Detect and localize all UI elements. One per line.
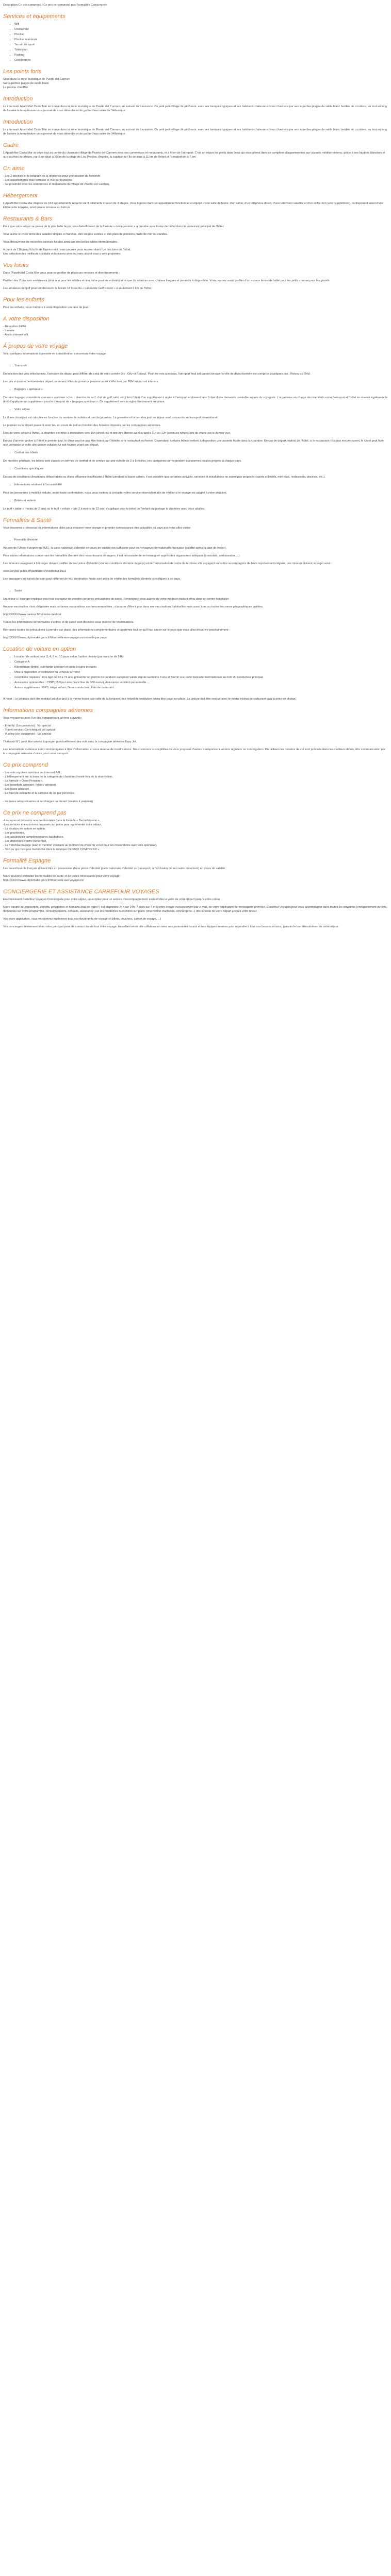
list-item: • Bagages « spéciaux »: [14, 387, 388, 392]
restaurants-heading: Restaurants & Bars: [3, 216, 53, 222]
prix-comprend-list: [3, 771, 388, 804]
apropos-text: Les prix et post-acheminements départ contenant villes de province peuvent aussi s'effectuer par TGV ou par vol intérieur.: [3, 380, 159, 383]
enfants-heading: Pour les enfants: [3, 297, 44, 303]
loisirs-heading: Vos loisirs: [3, 262, 29, 268]
restaurants-text: Pour que votre séjour se passe de la plus belle façon, vous bénéficierez de la formule « demi-pension » à prendre sous forme de buffet dans le restaurant principal de l'hôtel.: [3, 225, 224, 228]
services-heading: Services et équipements: [3, 13, 66, 20]
loisirs-text: Profitez des 2 piscines extérieures (dont une pour les adultes et une autre pour les enfants) ainsi que du solarium avec chaises longues et parasols à disposition. Vous pourrez aussi profiter d'un espace tennis de table pour les petits comme pour les grands.: [3, 279, 331, 282]
list-item: • Confort des hôtels: [14, 451, 388, 455]
text-line: - Enterfly' (Les poissons) : Vol spécial: [3, 724, 51, 727]
text-line: - Les transferts aéroport / hôtel / aéroport: [3, 784, 56, 787]
formalites-link[interactable]: [3, 569, 388, 573]
formalite-espagne-text: Les ressortissants français doivent être en possession d'une pièce d'identité (carte nationale d'identité ou passeport, à l'exclusion de tout autre document) en cours de validité.: [3, 867, 226, 870]
formalites-link[interactable]: [3, 613, 388, 617]
text-line: - La location de voiture en option,: [3, 827, 46, 831]
formalites-list: [3, 589, 388, 593]
list-item: • Santé: [14, 589, 388, 593]
on-aime-heading: On aime: [3, 165, 25, 172]
text-line: - Les appartements avec terrasse et vue sur la piscine: [3, 179, 73, 182]
text-line: - Les taxes aéroport ,: [3, 788, 30, 791]
conciergerie-text: Vos concierges deviennent alors votre principal point de contact durant tout votre voyage, travaillant en étroite collaboration avec nos partenaires locaux et nos équipes internes pour répondre à tous vos besoins et ainsi, garantir le bon déroulement de votre séjour.: [3, 925, 339, 928]
restaurants-text: [3, 248, 388, 256]
conciergerie-text: En choisissant Carrefour Voyages Conciergerie pour votre séjour, vous optez pour un service d'accompagnement exclusif dès la veille de votre départ jusqu'à votre retour.: [3, 898, 221, 901]
formalites-intro: Vous trouverez ci-dessous les informations utiles pour préparer votre voyage et prendre connaissance des actualités du pays que vous allez visiter.: [3, 527, 191, 530]
apropos-text: En cas de conditions climatiques défavorables ou d'une affluence insuffisante à l'hôtel pendant la basse saison, il est possible que certaines activités, services et installations ne soient pas proposés (sports collectifs, mini-club, restaurants, piscines, etc.).: [3, 476, 325, 479]
list-item: • Télévision: [14, 48, 388, 52]
restaurants-text: Vous découvrirez de nouvelles saveurs locales ainsi que des belles tables internationales.: [3, 241, 118, 244]
formalites-text: Pour toutes informations concernant les formalités d'entrée des ressortissants étrangers, il est nécessaire de se renseigner auprès des organismes adéquats (consulats, ambassades,...).: [3, 554, 240, 557]
list-item: • Informations relatives à l'accessibilité: [14, 483, 388, 487]
location-note: A noter : Le véhicule doit être restitué au plus tard à la même heure que celle de la livraison, tout retard de restitution devra être payé sur place. Le voiture doit être rendue avec le même niveau de carburant qu'à la prise en charge.: [3, 698, 297, 701]
formalite-espagne-text: [3, 874, 388, 883]
text-line: - Accès internet wifi: [3, 333, 28, 336]
compagnies-text: Les informations ci-dessus sont communiquées à titre d'information et sous réserve de modifications. Nous sommes susceptibles de vous proposer d'autres transporteurs aériens réguliers ou non réguliers. Par ailleurs les horaires de vol sont précisés dans les meilleurs délais, dès communication par la compagnie aérienne choisie pour votre transport.: [3, 748, 385, 755]
list-item: • Formalité d'entrée: [14, 538, 388, 542]
list-item: • Bébés et enfants: [14, 499, 388, 503]
formalite-espagne-heading: Formalité Espagne: [3, 858, 51, 864]
loisirs-text: Dans l'Aparthôtel Costa Mar vous pourrez profiter de plusieurs services et divertissements :: [3, 272, 120, 275]
formalites-text: Toutes les informations de formalités d'entrée et de santé sont données sous réserve de modifications.: [3, 621, 134, 624]
formalites-link[interactable]: [3, 636, 388, 640]
text-line: - La franchise bagage (sauf si mention contraire au moment du choix du vol et pour les réservations avec vols spéciaux),: [3, 844, 157, 847]
apropos-text: Le tarif « bébé » (moins de 2 ans) ou le tarif « enfant » (de 2 à moins de 12 ans) s'applique pour le bébé ou l'enfant qui partage la chambre avec deux adultes.: [3, 507, 205, 511]
points-forts-heading: Les points forts: [3, 69, 42, 75]
list-item: • Assurance optionnelles : CDW (15€/jour avec franchise de 300 euros), Assurance accident personnelle ...: [14, 681, 388, 685]
list-item: • Location de voiture pour 3, 4, 6 ou 10 jours selon l'option choisie (par tranche de 24h): [14, 655, 388, 659]
text-line: La piscine chauffée: [3, 86, 28, 89]
prix-comprend-heading: Ce prix comprend: [3, 762, 48, 768]
formalites-text: Au sein de l'Union européenne (UE), la carte nationale d'identité en cours de validité est suffisante pour les voyageurs de nationalité française (validité après la date de retour).: [3, 547, 227, 550]
list-item: • Transport: [14, 364, 388, 368]
text-line: -Les repas et boissons non mentionnées dans la formule « Demi-Pension »,: [3, 819, 101, 822]
introduction-heading: Introduction: [3, 96, 33, 102]
hebergement-heading: Hébergement: [3, 193, 38, 199]
apropos-list: [3, 364, 388, 368]
link[interactable]: http://XXXXXwww.diplomatie.gouv.fr/fr/conseils-aux-voyageurs/: [3, 879, 84, 882]
text-line: - La formule « Demi-Pension »,: [3, 779, 43, 783]
compagnies-heading: Informations compagnies aériennes: [3, 707, 93, 714]
text-line: Nous pouvons consulter les formalités de santé et de police nécessaires pour votre voyage :: [3, 875, 121, 878]
text-line: - Vueling (cie espagnole) : Vol spécial: [3, 733, 52, 736]
text-line: - L'hébergement sur la base de la catégorie de chambre choisie lors de la réservation,: [3, 775, 113, 778]
compagnies-intro: Vous voyagerez avec l'un des transporteurs aériens suivants :: [3, 717, 83, 720]
formalites-text: Les mineurs voyageant à l'étranger doivent justifier de leur pièce d'identité (voir les conditions d'entrée du pays) et de l'autorisation de sortie du territoire s'ils voyagent sans être accompagnés de leurs représentants légaux. Les mineurs doivent voyager avec :: [3, 562, 332, 565]
list-item: • Conditions requises : être âgé de 23 à 72 ans, présenter un permis de conduire européen valide depuis au moins 3 ans et fournir une carte bancaire internationale au nom du conducteur principal: [14, 675, 388, 680]
list-item: • Parking: [14, 53, 388, 57]
text-line: Sur superbes plages de sable blanc: [3, 82, 49, 85]
apropos-list: [3, 387, 388, 392]
apropos-text: Le premier ou le départ peuvent avoir lieu en cours de nuit en fonction des horaires imposés par les compagnies aériennes.: [3, 424, 161, 427]
list-item: • Catégorie A: [14, 660, 388, 664]
text-line: - les taxes aéroportuaires et surcharges carburant (soumis à variation): [3, 800, 93, 803]
list-item: • Kilométrage illimité, surcharge aéroport et taxes locales incluses: [14, 665, 388, 669]
apropos-text: Certains bagages considérés comme « spéciaux » (ex. : planche de surf, club de golf, vélo, etc.) font l'objet d'un supplément à régler à l'aéroport et doivent faire l'objet d'une demande préalable auprès du voyagiste. L'organisme en charge des transferts entre l'aéroport et l'hôtel se réserve également le droit d'appliquer un supplément pour le transport de « bagages spéciaux ». Ce supplément sera à régler directement sur place.: [3, 396, 388, 403]
formalites-text: Aucune vaccination n'est obligatoire mais certaines vaccinations sont recommandées ; s'assurer d'être à jour dans ses vaccinations habituelles mais aussi hors ou toutes les zones géographiques visitées.: [3, 605, 264, 608]
compagnies-list: [3, 724, 388, 736]
text-line: - Tout ce qui n'est pas mentionné dans la rubrique CE PRIX COMPREND ».: [3, 848, 100, 851]
text-line: -Les services et excursions proposés sur place pour agrémenter votre séjour,: [3, 823, 102, 826]
link[interactable]: http://XXXXXwww.pasteur.fr/fr/centre-medical: [3, 613, 61, 616]
text-line: - Les vols réguliers spéciaux ou low-cost A/R,: [3, 771, 61, 774]
on-aime-text: [3, 174, 388, 187]
points-forts-text: [3, 77, 388, 90]
text-line: - Réception 24/24: [3, 325, 26, 328]
list-item: • Wifi: [14, 22, 388, 26]
introduction-text: Le charmant Aparthôtel Costa Mar se trouve dans la zone touristique de Puerto del Carmen, au sud-est de Lanzarote. Ce petit petit village de pêcheurs, avec ses banques typiques et ses habitants chaleureux vous charmera par ses superbes plages de sable blanc bordée de cocotiers, au tout au long de l'année la température vous permet de vous détendre et de goûter l'eau salée de l'Atlantique.: [3, 105, 387, 112]
text-line: - Sa proximité avec les commerces et restaurants du village de Puerto Del Carmen.: [3, 183, 110, 186]
apropos-text: En fonction des vols sélectionnés, l'aéroport de départ peut différer de celui de votre arrivée (ex : Orly et Roissy). Pour les vols spéciaux, l'aéroport final est garanti lorsque la ville de départ/arrivée est comprise (quelques cas : Roissy ou Orly).: [3, 372, 311, 376]
text-line: - Le fond de solidarité et la carbone de 3€ par personne.: [3, 792, 75, 795]
loisirs-text: Les amateurs de golf pourront découvrir le terrain 18 trous du « Lanzarote Golf Resort » à seulement 6 km de l'hôtel.: [3, 287, 152, 290]
text-line: A partir de 11h jusqu'à la fin de l'après-midi, vous pourrez vous reposer dans l'un des bars de l'hôtel.: [3, 248, 131, 251]
apropos-list: [3, 451, 388, 455]
formalites-list: [3, 538, 388, 542]
apropos-intro: Voici quelques informations à prendre en considération concernant votre voyage :: [3, 352, 108, 355]
link[interactable]: http://XXXXXwww.diplomatie.gouv.fr/fr/conseils-aux-voyageurs/conseils-par-pays/: [3, 636, 107, 639]
restaurants-text: Vous aurez le choix entre des salades simples et fraîches, des soupes variées et des plats de poissons, fruits de mer ou viandes.: [3, 233, 168, 236]
introduction-heading-2: Introduction: [3, 119, 33, 125]
disposition-heading: A votre disposition: [3, 316, 50, 322]
list-item: • Piscine: [14, 32, 388, 37]
list-item: • Votre séjour: [14, 408, 388, 412]
formalites-text: Les passagers en transit dans un pays différent de leur destination finale sont priés de vérifier les formalités d'entrée spécifiques à ce pays.: [3, 578, 181, 581]
text-line: - Laverie: [3, 329, 14, 332]
text-line: - Les pourboires,: [3, 832, 25, 835]
apropos-text: La durée du séjour est calculée en fonction du nombre de nuitées et non de journées. La première et la dernière jour du séjour sont consacrés au transport international.: [3, 416, 218, 419]
prix-ne-comprend-list: [3, 819, 388, 852]
cadre-text: L'Aparthôtel Costa Mar se situe tout au centre du charmant village de Puerto del Carmen avec ses commerces et restaurants, et à 6 km de l'aéroport. C'est un séjour les pieds dans l'eau qui vous attend dans ce complexe d'appartements aux accents méditerranéens, grâce à ses façades blanches et aux touches de bleues, car il est situé à 200m de la plage de Los Pocillos. Arrecife, la capitale de l'île se situe à 11 km de l'hôtel et l'aéroport est à 7 km.: [3, 151, 385, 159]
enfants-text: Pour les enfants, nous mettons à votre disposition une aire de jeux.: [3, 306, 89, 309]
breadcrumb[interactable]: Description Ce prix comprend / Ce prix ne comprend pas Formalités Conciergerie: [3, 4, 107, 7]
text-line: - Les 2 piscines et le solarium de la résidence pour une session de farniente: [3, 175, 101, 178]
conciergerie-heading: CONCIERGERIE ET ASSISTANCE CARREFOUR VOYAGES: [3, 889, 159, 895]
list-item: • Mise à disposition et restitution du véhicule à l'hôtel: [14, 670, 388, 674]
text-line: Situé dans la zone touristique de Puerto del Carmen: [3, 78, 70, 81]
introduction-text-2: Le charmant Aparthôtel Costa Mar se trouve dans la zone touristique de Puerto del Carmen, au sud-est de Lanzarote. Ce petit petit village de pêcheurs, avec ses banques typiques et ses habitants chaleureux vous charmera par ses superbes plages de sable blanc bordée de cocotiers, au tout au long de l'année la température vous permet de vous détendre et de goûter l'eau salée de l'Atlantique.: [3, 128, 387, 135]
formalites-heading: Formalités & Santé: [3, 517, 52, 523]
list-item: • Autres suppléments : GPS, siège enfant, 2ème conducteur, frais de carburant...: [14, 686, 388, 690]
apropos-heading: À propos de votre voyage: [3, 343, 68, 349]
services-list: [3, 22, 388, 62]
location-heading: Location de voiture en option: [3, 646, 76, 652]
formalites-text: Un séjour à l'étranger implique pour tout voyageur de prendre certaines précautions de santé. Renseignez-vous auprès de votre médecin traitant et/ou dans un centre hospitalier.: [3, 598, 230, 601]
apropos-list: [3, 483, 388, 487]
compagnies-text: Thalasso N°1 peut être amené à grouper ponctuellement des vols avec la compagnie aérienne Easy Jet.: [3, 740, 137, 743]
apropos-list: [3, 467, 388, 471]
list-item: • Terrain de sport: [14, 43, 388, 47]
list-item: • Restaurant: [14, 27, 388, 31]
list-item: • Conciergerie: [14, 58, 388, 62]
list-item: • Conditions spécifiques: [14, 467, 388, 471]
list-item: • Piscine extérieure: [14, 38, 388, 42]
link[interactable]: www.service-public.fr/particuliers/vosdroits/F1922: [3, 570, 67, 573]
page: [0, 0, 391, 929]
hebergement-text: L'Aparthôtel Costa Mar dispose de 163 appartements répartis sur 9 bâtiments chacun de 3 étages. Vous logerez dans un appartement fonctionnel et équipé d'une salle de bains, d'un salon, d'un téléphone direct, d'une télévision satellite et d'un coffre-fort (avec supplément). Ils disposent aussi d'une kitchenette équipée, ainsi qu'une terrasse ou balcon.: [3, 202, 383, 209]
text-line: - Travel service (Cie tchèque) Vol spécial: [3, 728, 56, 732]
conciergerie-text: Vos votre application, vous retrouverez également tous vos documents de voyage et billets, vouchers, carnet de voyage, ...): [3, 918, 161, 921]
prix-ne-comprend-heading: Ce prix ne comprend pas: [3, 810, 67, 816]
apropos-text: Pour les personnes à mobilité réduite, avant toute confirmation, nous vous invitons à contacter votre service réservation afin de vérifier si le voyage est adapté à votre situation.: [3, 492, 227, 495]
apropos-text: Lors de votre séjour à l'hôtel, la chambre est mise à disposition vers 15h (check-in) et doit être libérée au plus tard à 11h ou 12h (selon les hôtels) lors du check-out le dernier jour.: [3, 432, 231, 435]
formalites-text: Retrouvez toutes les précautions à prendre sur place, des informations complémentaires et apprenez tout ce qu'il faut savoir sur le pays que vous allez découvrir prochainement :: [3, 629, 230, 632]
location-list: [3, 655, 388, 690]
apropos-list: [3, 408, 388, 412]
disposition-text: [3, 325, 388, 337]
text-line: - Les assurances complémentaires facultatives,: [3, 836, 64, 839]
cadre-heading: Cadre: [3, 142, 19, 148]
text-line: Une sélection des meilleurs cocktails et boissons avec ou sans alcool vous y sera proposée.: [3, 252, 121, 256]
conciergerie-text: Notre équipe de concierges, experts, polyglottes et humains (pas de robot !) est disponible 24h sur 24h, 7 jours sur 7 et à votre écoute exclusivement par e-mail, de votre application de messagerie préférée. Carrefour Voyages peut vous accompagner dans toutes les situations (enregistrement de vols, demandes sur votre programme, renseignements, conseils, assistance) sur les problèmes rencontrés sur place (réservation d'activités, conciergerie...) dès la veille de votre départ jusqu'à votre retour.: [3, 906, 387, 913]
apropos-list: [3, 499, 388, 503]
apropos-text: De manière générale, les hôtels sont classés en termes de confort et de service sur une échelle de 2 à 5 étoiles, ces catégories correspondent aux normes locales propres à chaque pays.: [3, 460, 242, 463]
text-line: - Les dépenses d'ordre personnel,: [3, 840, 47, 843]
apropos-text: En cas d'arrivée tardive à l'hôtel le premier jour, le dîner peut ne pas être fourni par l'hôtelier si le restaurant est fermé. Cependant, certains hôtels mettent à disposition une assiette froide dans la chambre. En cas de départ matinal de l'hôtel, si le restaurant n'est pas encore ouvert, le client peut faire une demande la veille afin qu'une collation lui soit fournie avant son départ.: [3, 439, 384, 447]
